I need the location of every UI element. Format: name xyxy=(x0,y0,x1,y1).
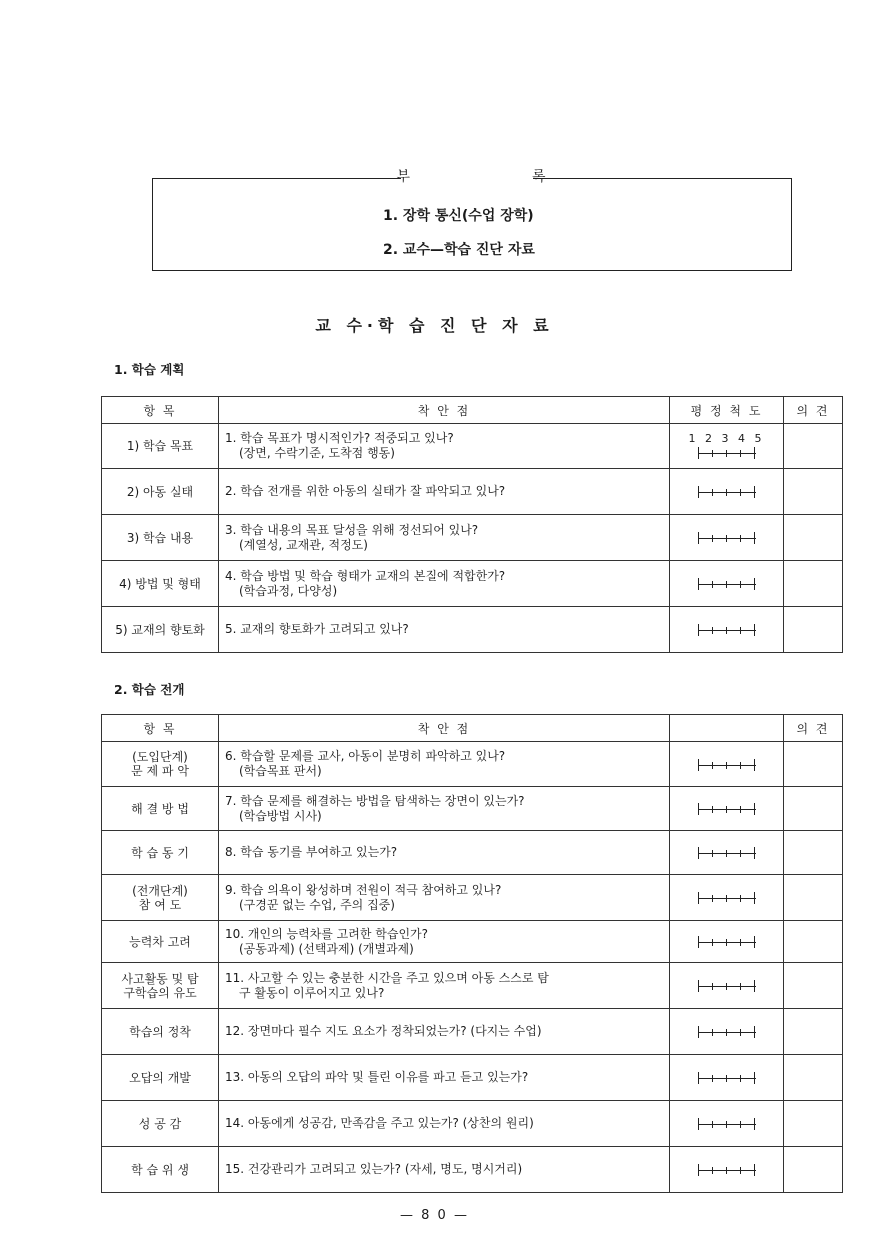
row-scale xyxy=(670,1055,784,1101)
ruler-tick xyxy=(712,895,713,902)
ruler-baseline xyxy=(698,942,756,943)
ruler-tick xyxy=(754,578,755,590)
row-opinion-cell[interactable] xyxy=(784,787,843,831)
header-category: 항 목 xyxy=(102,397,219,424)
table-row xyxy=(102,875,843,921)
ruler-tick xyxy=(726,1167,727,1174)
checkpoint-line: 14. 아동에게 성공감, 만족감을 주고 있는가? (상찬의 원리) xyxy=(225,1116,534,1130)
row-checkpoint xyxy=(219,921,670,963)
rating-scale-ruler[interactable] xyxy=(698,1072,756,1084)
row-scale xyxy=(670,1101,784,1147)
row-opinion-cell[interactable] xyxy=(784,742,843,787)
header-checkpoint: 착 안 점 xyxy=(219,397,670,424)
ruler-tick xyxy=(740,627,741,634)
row-scale xyxy=(670,469,784,515)
table-row xyxy=(102,561,843,607)
row-scale xyxy=(670,1009,784,1055)
checkpoint-line: 1. 학습 목표가 명시적인가? 적중되고 있나? xyxy=(225,431,454,445)
row-opinion-cell[interactable] xyxy=(784,561,843,607)
row-opinion-cell[interactable] xyxy=(784,831,843,875)
category-line: 구학습의 유도 xyxy=(123,985,197,1000)
row-scale xyxy=(670,963,784,1009)
rating-scale-ruler[interactable] xyxy=(698,447,756,459)
ruler-tick xyxy=(712,581,713,588)
ruler-tick xyxy=(740,489,741,496)
ruler-tick xyxy=(698,980,699,992)
table-header-row xyxy=(102,397,843,424)
ruler-baseline xyxy=(698,765,756,766)
ruler-baseline xyxy=(698,453,756,454)
row-checkpoint xyxy=(219,1009,670,1055)
category-line: 학습의 정착 xyxy=(129,1024,191,1039)
table-row xyxy=(102,515,843,561)
row-category xyxy=(102,1009,219,1055)
table-header-row xyxy=(102,715,843,742)
ruler-tick xyxy=(754,447,755,459)
ruler-tick xyxy=(698,1072,699,1084)
ruler-tick xyxy=(740,762,741,769)
ruler-baseline xyxy=(698,1124,756,1125)
checkpoint-line: 10. 개인의 능력차를 고려한 학습인가? xyxy=(225,926,429,941)
category-line: (도입단계) xyxy=(132,750,188,764)
ruler-tick xyxy=(740,806,741,813)
checkpoint-line: 11. 사고할 수 있는 충분한 시간을 주고 있으며 아동 스스로 탐 xyxy=(225,970,549,985)
ruler-tick xyxy=(740,850,741,857)
table-row xyxy=(102,469,843,515)
ruler-tick xyxy=(754,624,755,636)
ruler-tick xyxy=(698,847,699,859)
ruler-tick xyxy=(712,450,713,457)
row-category: 4) 방법 및 형태 xyxy=(102,561,219,607)
row-opinion-cell[interactable] xyxy=(784,1055,843,1101)
row-scale xyxy=(670,1147,784,1193)
category-line: 성 공 감 xyxy=(138,1116,182,1131)
row-scale xyxy=(670,561,784,607)
rating-scale-ruler[interactable] xyxy=(698,803,756,815)
ruler-tick xyxy=(712,1121,713,1128)
ruler-tick xyxy=(754,1026,755,1038)
row-opinion-cell[interactable] xyxy=(784,1009,843,1055)
ruler-baseline xyxy=(698,898,756,899)
ruler-tick xyxy=(754,892,755,904)
row-checkpoint xyxy=(219,515,670,561)
ruler-tick xyxy=(740,1121,741,1128)
section1-heading: 1. 학습 계획 xyxy=(114,362,185,377)
section2-heading: 2. 학습 전개 xyxy=(114,682,185,697)
ruler-tick xyxy=(726,1121,727,1128)
ruler-tick xyxy=(740,1029,741,1036)
ruler-tick xyxy=(740,983,741,990)
ruler-tick xyxy=(698,936,699,948)
checkpoint-subline: 구 활동이 이루어지고 있나? xyxy=(239,985,385,1000)
header-opinion: 의 견 xyxy=(784,397,843,424)
ruler-tick xyxy=(754,486,755,498)
checkpoint-line: 3. 학습 내용의 목표 달성을 위해 정선되어 있나? xyxy=(225,522,479,537)
checkpoint-subline: (장면, 수락기준, 도착점 행동) xyxy=(239,446,395,460)
ruler-baseline xyxy=(698,1078,756,1079)
row-category xyxy=(102,875,219,921)
checkpoint-subline: (학습과정, 다양성) xyxy=(239,583,338,598)
ruler-baseline xyxy=(698,492,756,493)
checkpoint-line: 7. 학습 문제를 해결하는 방법을 탐색하는 장면이 있는가? xyxy=(225,793,525,808)
ruler-tick xyxy=(726,850,727,857)
category-line: 문 제 파 악 xyxy=(131,764,189,778)
ruler-tick xyxy=(712,806,713,813)
row-checkpoint xyxy=(219,607,670,653)
ruler-tick xyxy=(726,983,727,990)
category-line: 학 습 위 생 xyxy=(131,1162,189,1177)
row-opinion-cell[interactable] xyxy=(784,515,843,561)
rating-scale-ruler[interactable] xyxy=(698,578,756,590)
ruler-tick xyxy=(698,578,699,590)
ruler-tick xyxy=(712,489,713,496)
row-category xyxy=(102,787,219,831)
ruler-baseline xyxy=(698,853,756,854)
ruler-tick xyxy=(698,624,699,636)
ruler-tick xyxy=(754,532,755,544)
ruler-tick xyxy=(698,486,699,498)
checkpoint-subline: (학습방법 시사) xyxy=(239,808,322,823)
ruler-tick xyxy=(754,759,755,771)
table-row xyxy=(102,787,843,831)
checkpoint-subline: (계열성, 교재관, 적정도) xyxy=(239,537,368,552)
row-category xyxy=(102,921,219,963)
section2-body xyxy=(102,742,843,1193)
rating-scale-ruler[interactable] xyxy=(698,847,756,859)
ruler-tick xyxy=(712,939,713,946)
ruler-tick xyxy=(712,535,713,542)
rating-scale-ruler[interactable] xyxy=(698,624,756,636)
table-row xyxy=(102,424,843,469)
row-checkpoint xyxy=(219,561,670,607)
row-scale xyxy=(670,515,784,561)
row-category xyxy=(102,1147,219,1193)
row-checkpoint xyxy=(219,875,670,921)
row-scale xyxy=(670,607,784,653)
row-scale xyxy=(670,424,784,469)
row-checkpoint xyxy=(219,1101,670,1147)
ruler-tick xyxy=(754,847,755,859)
appendix-item-2: 2. 교수—학습 진단 자료 xyxy=(383,242,535,258)
row-checkpoint xyxy=(219,1147,670,1193)
row-category: 1) 학습 목표 xyxy=(102,424,219,469)
row-category xyxy=(102,963,219,1009)
checkpoint-line: 13. 아동의 오답의 파악 및 틀린 이유를 파고 듣고 있는가? xyxy=(225,1070,529,1084)
table-row xyxy=(102,1147,843,1193)
ruler-tick xyxy=(698,1026,699,1038)
checkpoint-line: 8. 학습 동기를 부여하고 있는가? xyxy=(225,845,398,859)
ruler-tick xyxy=(712,1029,713,1036)
checkpoint-line: 2. 학습 전개를 위한 아동의 실태가 잘 파악되고 있나? xyxy=(225,484,506,498)
section1-table xyxy=(101,396,843,653)
checkpoint-line: 4. 학습 방법 및 학습 형태가 교재의 본질에 적합한가? xyxy=(225,568,506,583)
row-opinion-cell[interactable] xyxy=(784,875,843,921)
header-scale: 평 정 척 도 xyxy=(670,397,784,424)
ruler-tick xyxy=(740,939,741,946)
checkpoint-subline: (구경꾼 없는 수업, 주의 집중) xyxy=(239,897,395,912)
row-scale xyxy=(670,742,784,787)
row-category xyxy=(102,1055,219,1101)
table-row xyxy=(102,831,843,875)
ruler-tick xyxy=(712,762,713,769)
page-number: — 8 0 — xyxy=(400,1208,469,1223)
ruler-baseline xyxy=(698,538,756,539)
row-opinion-cell[interactable] xyxy=(784,1101,843,1147)
category-line: 해 결 방 법 xyxy=(131,801,189,816)
row-scale xyxy=(670,875,784,921)
ruler-tick xyxy=(754,936,755,948)
ruler-tick xyxy=(726,450,727,457)
rating-scale-ruler[interactable] xyxy=(698,532,756,544)
row-scale xyxy=(670,921,784,963)
ruler-tick xyxy=(726,535,727,542)
row-checkpoint xyxy=(219,831,670,875)
ruler-baseline xyxy=(698,809,756,810)
ruler-tick xyxy=(712,1167,713,1174)
ruler-tick xyxy=(726,806,727,813)
ruler-tick xyxy=(726,489,727,496)
checkpoint-line: 9. 학습 의욕이 왕성하며 전원이 적극 참여하고 있나? xyxy=(225,882,502,897)
rating-scale-ruler[interactable] xyxy=(698,936,756,948)
rating-scale-ruler[interactable] xyxy=(698,1026,756,1038)
ruler-tick xyxy=(712,983,713,990)
row-category: 3) 학습 내용 xyxy=(102,515,219,561)
ruler-tick xyxy=(726,581,727,588)
ruler-tick xyxy=(740,1167,741,1174)
ruler-tick xyxy=(754,1118,755,1130)
header-checkpoint: 착 안 점 xyxy=(219,715,670,742)
ruler-tick xyxy=(726,1075,727,1082)
ruler-tick xyxy=(698,759,699,771)
row-scale xyxy=(670,787,784,831)
table-row xyxy=(102,963,843,1009)
ruler-tick xyxy=(726,895,727,902)
ruler-tick xyxy=(754,803,755,815)
row-opinion-cell[interactable] xyxy=(784,963,843,1009)
scale-numbers: 1 2 3 4 5 xyxy=(688,432,765,445)
checkpoint-line: 15. 건강관리가 고려되고 있는가? (자세, 명도, 명시거리) xyxy=(225,1162,523,1176)
header-opinion: 의 견 xyxy=(784,715,843,742)
ruler-tick xyxy=(740,895,741,902)
row-category xyxy=(102,742,219,787)
row-checkpoint xyxy=(219,424,670,469)
row-checkpoint xyxy=(219,742,670,787)
appendix-title xyxy=(153,166,791,186)
row-checkpoint xyxy=(219,469,670,515)
document-title: 교 수·학 습 진 단 자 료 xyxy=(315,316,554,335)
header-scale xyxy=(670,715,784,742)
row-opinion-cell[interactable] xyxy=(784,1147,843,1193)
rating-scale-ruler[interactable] xyxy=(698,486,756,498)
rating-scale-ruler[interactable] xyxy=(698,980,756,992)
ruler-tick xyxy=(726,1029,727,1036)
table-row xyxy=(102,921,843,963)
row-opinion-cell[interactable] xyxy=(784,469,843,515)
table-row xyxy=(102,1101,843,1147)
row-category: 5) 교재의 향토화 xyxy=(102,607,219,653)
category-line: 능력차 고려 xyxy=(129,934,191,949)
ruler-tick xyxy=(740,581,741,588)
rating-scale-ruler[interactable] xyxy=(698,892,756,904)
checkpoint-subline: (학습목표 판서) xyxy=(239,764,322,778)
ruler-tick xyxy=(754,1164,755,1176)
ruler-tick xyxy=(698,892,699,904)
rating-scale-ruler[interactable] xyxy=(698,759,756,771)
row-opinion-cell[interactable] xyxy=(784,424,843,469)
section2-table xyxy=(101,714,843,1193)
ruler-tick xyxy=(712,850,713,857)
row-opinion-cell[interactable] xyxy=(784,921,843,963)
row-checkpoint xyxy=(219,787,670,831)
ruler-tick xyxy=(712,627,713,634)
checkpoint-line: 6. 학습할 문제를 교사, 아동이 분명히 파악하고 있나? xyxy=(225,749,506,763)
category-line: 참 여 도 xyxy=(138,897,182,912)
row-checkpoint xyxy=(219,1055,670,1101)
ruler-tick xyxy=(740,450,741,457)
category-line: 학 습 동 기 xyxy=(131,845,189,860)
ruler-tick xyxy=(726,939,727,946)
ruler-tick xyxy=(740,1075,741,1082)
ruler-baseline xyxy=(698,1170,756,1171)
ruler-tick xyxy=(698,1118,699,1130)
row-category: 2) 아동 실태 xyxy=(102,469,219,515)
ruler-tick xyxy=(698,803,699,815)
category-line: 사고활동 및 탐 xyxy=(121,971,199,986)
ruler-tick xyxy=(754,980,755,992)
table-row xyxy=(102,607,843,653)
checkpoint-line: 12. 장면마다 필수 지도 요소가 정착되었는가? (다지는 수업) xyxy=(225,1024,542,1038)
ruler-baseline xyxy=(698,986,756,987)
ruler-baseline xyxy=(698,1032,756,1033)
ruler-tick xyxy=(712,1075,713,1082)
table-row xyxy=(102,1055,843,1101)
ruler-tick xyxy=(726,762,727,769)
category-line: (전개단계) xyxy=(132,883,188,898)
appendix-title-char-2: 록 xyxy=(532,169,548,185)
table-row xyxy=(102,1009,843,1055)
header-category: 항 목 xyxy=(102,715,219,742)
row-category xyxy=(102,1101,219,1147)
row-category xyxy=(102,831,219,875)
ruler-baseline xyxy=(698,584,756,585)
rating-scale-ruler[interactable] xyxy=(698,1164,756,1176)
appendix-title-char-1: 부 xyxy=(396,169,412,185)
table-row xyxy=(102,742,843,787)
ruler-baseline xyxy=(698,630,756,631)
ruler-tick xyxy=(698,447,699,459)
appendix-box xyxy=(152,169,792,271)
category-line: 오답의 개발 xyxy=(129,1070,191,1085)
appendix-item-1: 1. 장학 통신(수업 장학) xyxy=(383,208,534,224)
ruler-tick xyxy=(726,627,727,634)
ruler-tick xyxy=(698,1164,699,1176)
ruler-tick xyxy=(754,1072,755,1084)
checkpoint-line: 5. 교재의 향토화가 고려되고 있나? xyxy=(225,622,409,636)
ruler-tick xyxy=(740,535,741,542)
row-checkpoint xyxy=(219,963,670,1009)
rating-scale-ruler[interactable] xyxy=(698,1118,756,1130)
row-scale xyxy=(670,831,784,875)
ruler-tick xyxy=(698,532,699,544)
checkpoint-subline: (공동과제) (선택과제) (개별과제) xyxy=(239,941,414,956)
row-opinion-cell[interactable] xyxy=(784,607,843,653)
